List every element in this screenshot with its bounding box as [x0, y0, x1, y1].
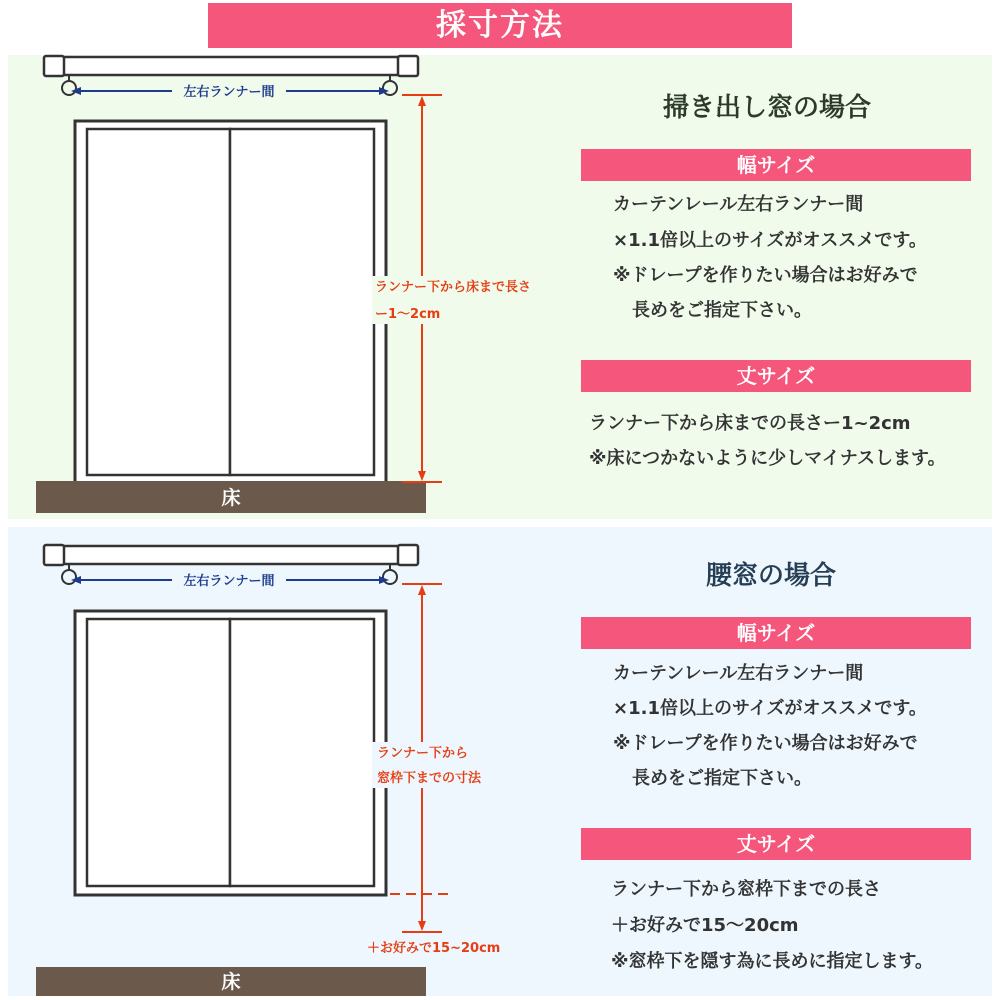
bottom-width-line-1: カーテンレール左右ランナー間 [613, 663, 864, 684]
bottom-length-line-3: ※窓枠下を隠す為に長めに指定します。 [611, 951, 934, 972]
top-length-label-1: ランナー下から床まで長さ [375, 280, 532, 295]
bottom-width-line-3: ※ドレープを作りたい場合はお好みで [613, 733, 918, 754]
top-length-size-band: 丈サイズ [581, 360, 971, 392]
bottom-width-size-band: 幅サイズ [581, 617, 971, 649]
top-width-line-1: カーテンレール左右ランナー間 [613, 194, 864, 215]
bottom-length-label-1: ランナー下から [377, 746, 469, 761]
bottom-window-frame [75, 611, 386, 895]
top-floor-label: 床 [221, 487, 241, 509]
top-width-size-band: 幅サイズ [581, 149, 971, 181]
top-length-line-1: ランナー下から床までの長さー1~2cm [589, 413, 911, 434]
top-width-line-4: 長めをご指定下さい。 [632, 300, 812, 321]
page-title: 採寸方法 [208, 3, 792, 48]
top-length-label-2: ー1～2cm [375, 307, 441, 322]
sweep-window-heading: 掃き出し窓の場合 [663, 93, 872, 123]
waist-window-heading: 腰窓の場合 [706, 561, 837, 591]
top-length-line-2: ※床につかないように少しマイナスします。 [589, 448, 946, 469]
top-runner-label: 左右ランナー間 [183, 85, 275, 100]
top-width-line-3: ※ドレープを作りたい場合はお好みで [613, 265, 918, 286]
top-width-line-2: ×1.1倍以上のサイズがオススメです。 [613, 230, 927, 251]
bottom-length-line-2: ＋お好みで15～20cm [611, 915, 799, 936]
bottom-length-line-1: ランナー下から窓枠下までの長さ [611, 879, 881, 900]
bottom-length-size-band: 丈サイズ [581, 828, 971, 860]
bottom-extra-label: ＋お好みで15~20cm [367, 941, 501, 956]
bottom-width-line-2: ×1.1倍以上のサイズがオススメです。 [613, 698, 927, 719]
bottom-runner-label: 左右ランナー間 [183, 574, 275, 589]
bottom-length-label-2: 窓枠下までの寸法 [377, 771, 482, 786]
top-window-frame [75, 121, 386, 484]
bottom-floor-label: 床 [221, 971, 241, 993]
bottom-width-line-4: 長めをご指定下さい。 [632, 768, 812, 789]
